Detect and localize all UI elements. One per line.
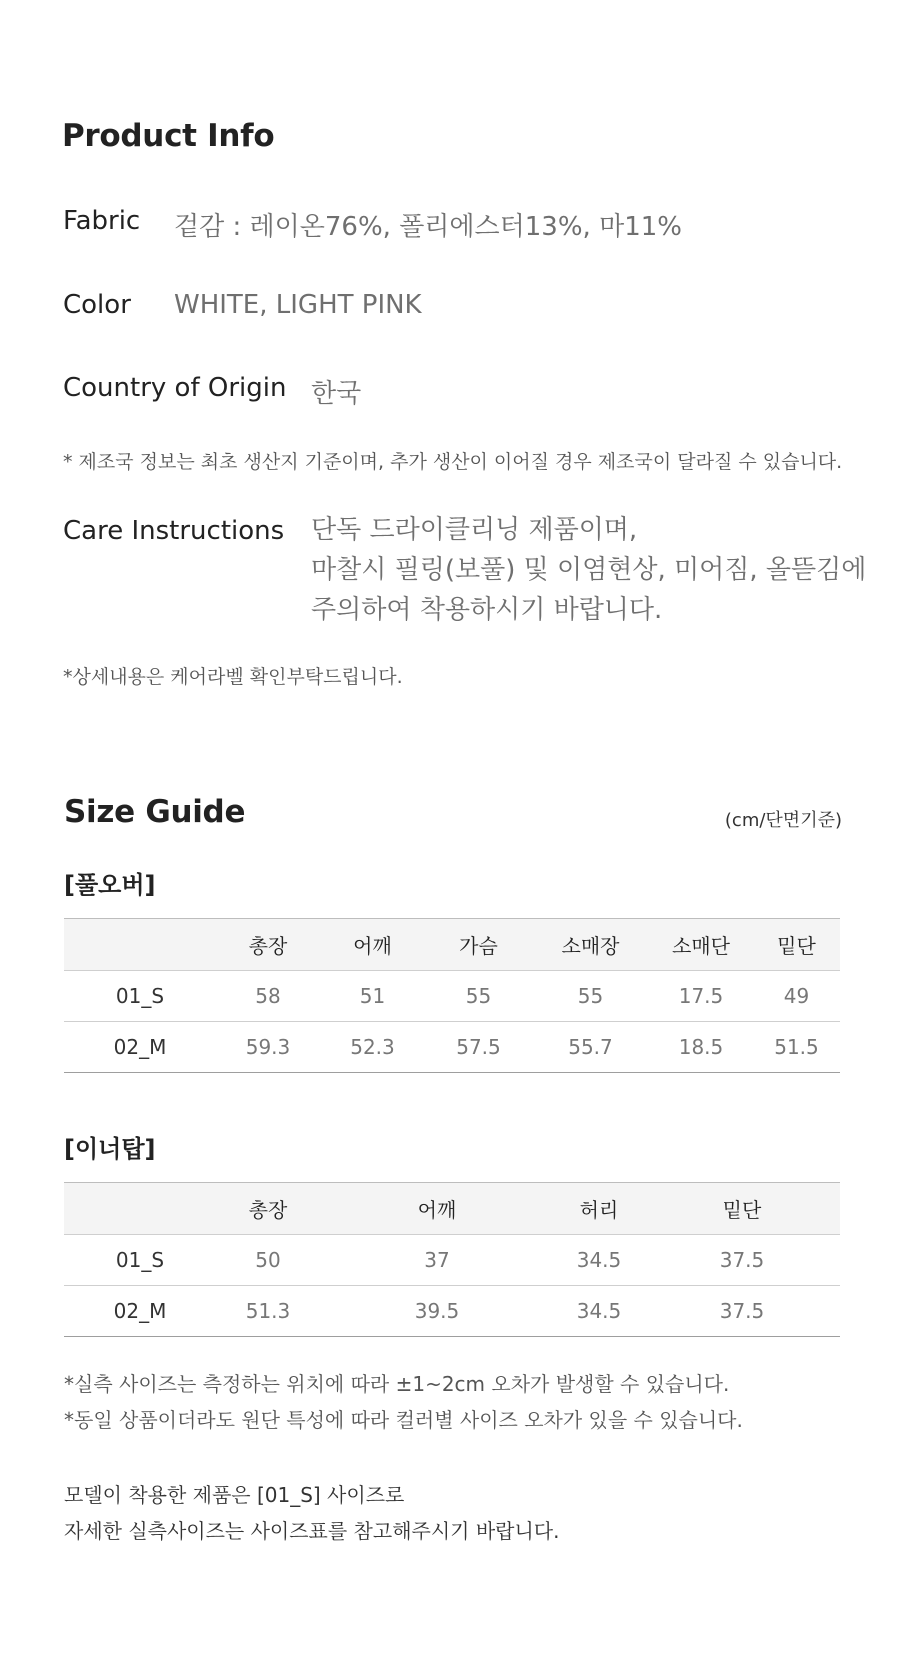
table-cell: 51.5 (753, 1022, 840, 1073)
table-cell: 18.5 (649, 1022, 753, 1073)
size-notes (64, 1366, 743, 1438)
model-note (64, 1477, 559, 1549)
table-header-cell: 밑단 (753, 919, 840, 971)
origin-label: Country of Origin (63, 373, 287, 403)
table-header-cell: 허리 (554, 1183, 644, 1235)
table-cell: 57.5 (425, 1022, 532, 1073)
pullover-size-table (64, 918, 840, 1073)
color-label: Color (63, 290, 131, 320)
table-cell: 39.5 (320, 1286, 554, 1337)
table-cell: 01_S (64, 971, 216, 1022)
table-cell: 49 (753, 971, 840, 1022)
table-row (64, 1022, 840, 1073)
table-cell: 55 (532, 971, 649, 1022)
table-cell: 59.3 (216, 1022, 320, 1073)
table-header-row (64, 919, 840, 971)
table-cell: 51.3 (216, 1286, 320, 1337)
table-cell: 50 (216, 1235, 320, 1286)
care-line: 마찰시 필링(보풀) 및 이염현상, 미어짐, 올뜯김에 (311, 555, 867, 585)
table-row (64, 971, 840, 1022)
fabric-value: 겉감 : 레이온76%, 폴리에스터13%, 마11% (174, 212, 682, 242)
size-note-line: *동일 상품이더라도 원단 특성에 따라 컬러별 사이즈 오차가 있을 수 있습니다. (64, 1408, 743, 1432)
table-cell: 37.5 (644, 1235, 840, 1286)
table-cell: 34.5 (554, 1286, 644, 1337)
table-header-cell: 총장 (216, 919, 320, 971)
table-header-cell (64, 919, 216, 971)
origin-note: * 제조국 정보는 최초 생산지 기준이며, 추가 생산이 이어질 경우 제조국이 달라질 수 있습니다. (63, 451, 843, 473)
table-cell: 51 (320, 971, 425, 1022)
fabric-label: Fabric (63, 206, 141, 236)
table-header-cell: 소매장 (532, 919, 649, 971)
table-cell: 55.7 (532, 1022, 649, 1073)
care-label: Care Instructions (63, 516, 285, 546)
care-line: 주의하여 착용하시기 바랍니다. (311, 595, 663, 625)
size-guide-title: Size Guide (64, 794, 246, 830)
table-row (64, 1235, 840, 1286)
table-cell: 52.3 (320, 1022, 425, 1073)
detail-note: *상세내용은 케어라벨 확인부탁드립니다. (63, 666, 403, 688)
table-header-cell (64, 1183, 216, 1235)
pullover-table-title: [풀오버] (64, 871, 156, 899)
care-value (311, 510, 866, 630)
table-header-cell: 소매단 (649, 919, 753, 971)
size-unit-note: (cm/단면기준) (724, 810, 842, 831)
table-cell: 17.5 (649, 971, 753, 1022)
table-cell: 02_M (64, 1286, 216, 1337)
origin-value: 한국 (311, 379, 362, 409)
table-cell: 58 (216, 971, 320, 1022)
model-note-line: 자세한 실측사이즈는 사이즈표를 참고해주시기 바랍니다. (64, 1519, 560, 1543)
model-note-line: 모델이 착용한 제품은 [01_S] 사이즈로 (64, 1483, 405, 1507)
innertop-table-title: [이너탑] (64, 1135, 156, 1163)
table-header-cell: 어깨 (320, 919, 425, 971)
table-row (64, 1286, 840, 1337)
table-cell: 01_S (64, 1235, 216, 1286)
color-value: WHITE, LIGHT PINK (174, 290, 422, 320)
product-info-title: Product Info (62, 118, 275, 154)
table-header-row (64, 1183, 840, 1235)
table-header-cell: 밑단 (644, 1183, 840, 1235)
table-header-cell: 어깨 (320, 1183, 554, 1235)
table-cell: 02_M (64, 1022, 216, 1073)
size-note-line: *실측 사이즈는 측정하는 위치에 따라 ±1~2cm 오차가 발생할 수 있습니다. (64, 1372, 730, 1396)
table-header-cell: 총장 (216, 1183, 320, 1235)
care-line: 단독 드라이클리닝 제품이며, (311, 515, 638, 545)
table-cell: 37 (320, 1235, 554, 1286)
table-cell: 34.5 (554, 1235, 644, 1286)
table-header-cell: 가슴 (425, 919, 532, 971)
innertop-size-table (64, 1182, 840, 1337)
table-cell: 37.5 (644, 1286, 840, 1337)
table-cell: 55 (425, 971, 532, 1022)
